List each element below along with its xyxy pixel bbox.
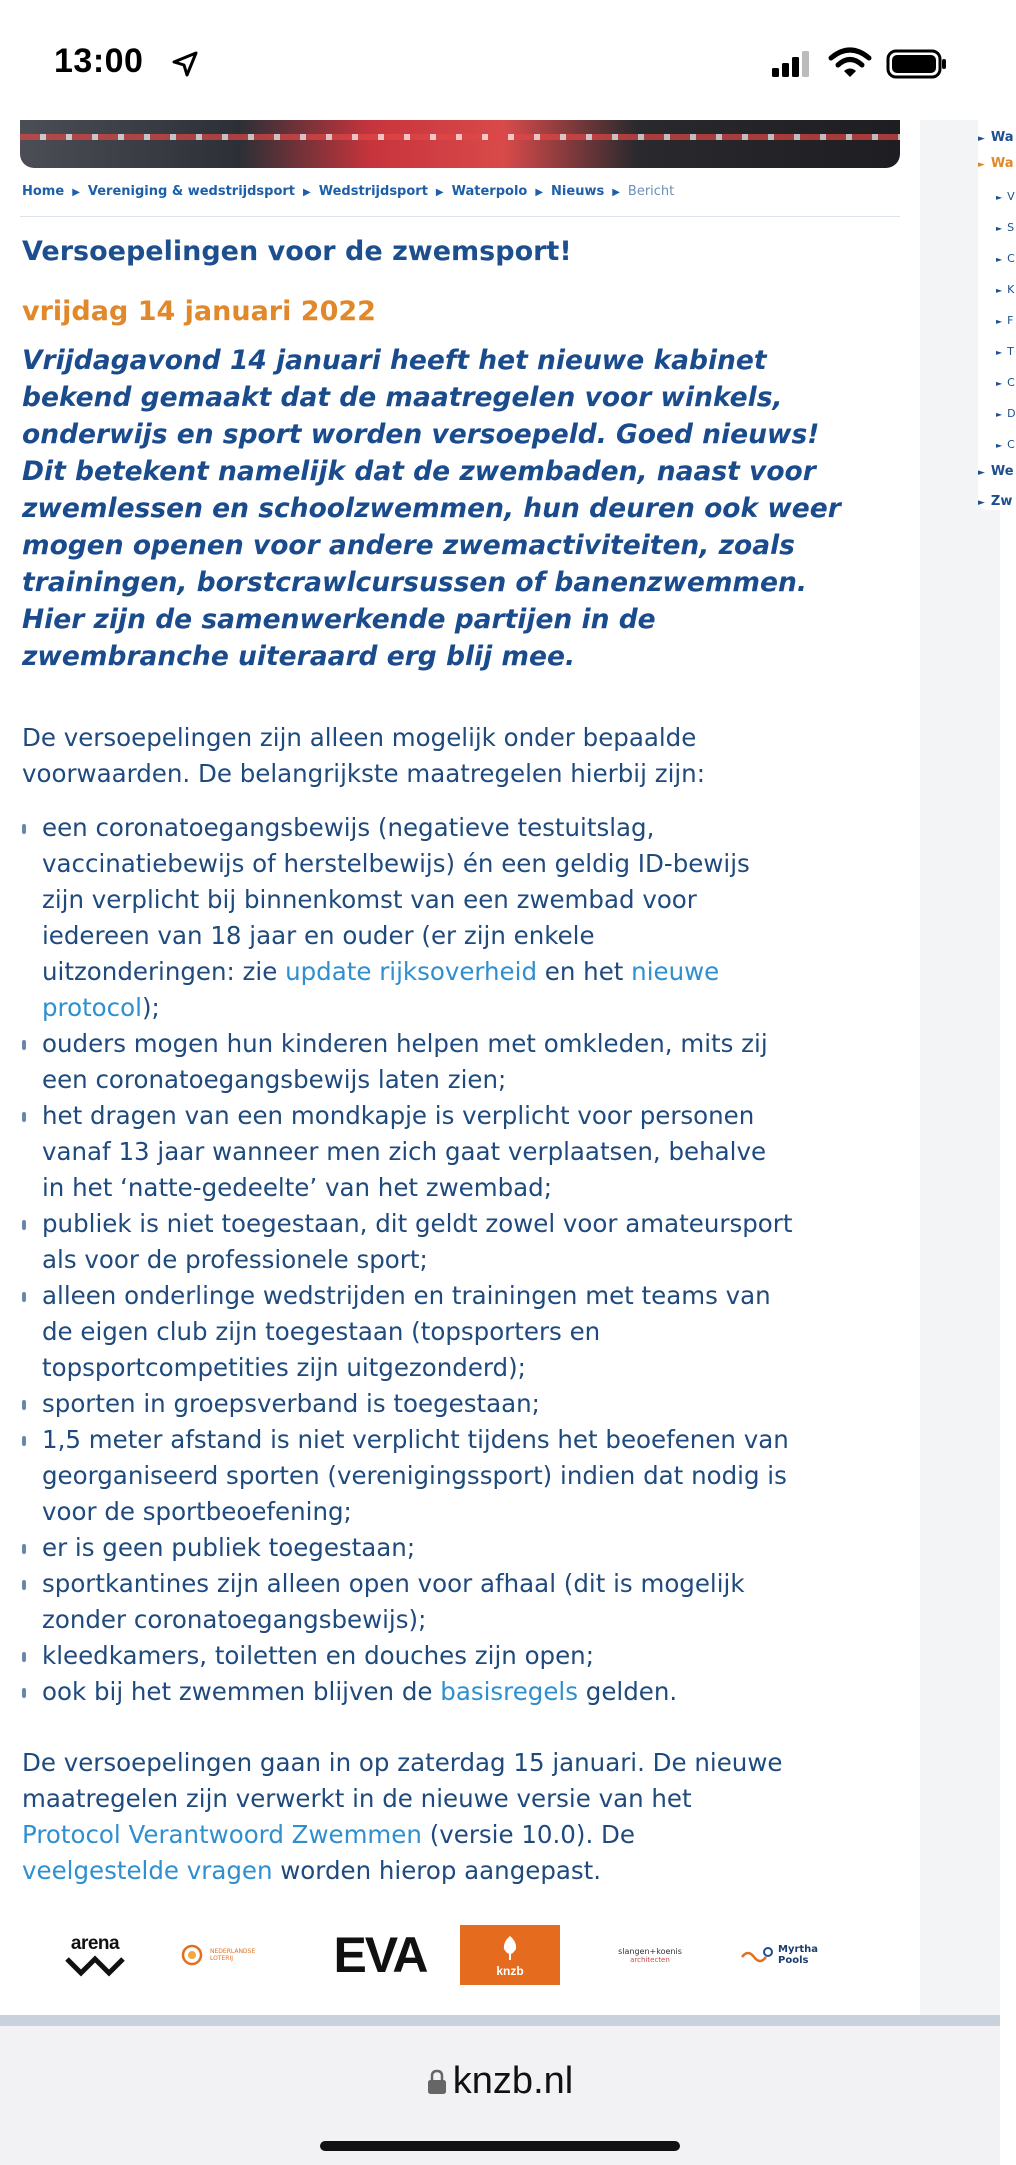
article-lead	[22, 342, 902, 675]
lead-line: zwemlessen en schoolzwemmen, hun deuren ook weer	[22, 493, 841, 524]
lead-line: zwembranche uiteraard erg blij mee.	[22, 641, 576, 672]
list-item: een coronatoegangsbewijs (negatieve testuitslag, vaccinatiebewijs of herstelbewijs) én een geldig ID-bewijs zijn verplicht bij binnenkomst van een zwembad voor iedereen van 18 jaar en ouder (er zijn enkele uitzonderingen: zie update rijksoverheid en het nieuwe protocol);	[22, 810, 912, 1026]
breadcrumb-separator-icon: ▶	[612, 187, 620, 198]
nieuwe-protocol-link[interactable]: nieuwe	[631, 957, 720, 986]
sidebar-item[interactable]: ► Wa	[978, 130, 1014, 145]
veelgestelde-vragen-link[interactable]: veelgestelde vragen	[22, 1856, 273, 1885]
knzb-logo[interactable]: knzb	[460, 1925, 560, 1985]
article-date: vrijdag 14 januari 2022	[22, 296, 376, 327]
sidebar-subitem[interactable]: ► C	[996, 252, 1015, 265]
battery-icon	[886, 48, 948, 80]
breadcrumb-separator-icon: ▶	[72, 187, 80, 198]
sidebar-nav	[978, 120, 1016, 510]
list-item: ouders mogen hun kinderen helpen met omkleden, mits zij een coronatoegangsbewijs laten zien;	[22, 1026, 912, 1098]
sidebar-item[interactable]: ► We	[978, 464, 1014, 479]
home-indicator[interactable]	[320, 2141, 680, 2151]
sidebar-subitem[interactable]: ► T	[996, 345, 1014, 358]
myrtha-pools-logo[interactable]: Myrtha Pools	[740, 1920, 850, 1990]
article-intro	[22, 720, 902, 792]
lock-icon	[427, 2069, 447, 2095]
list-item: er is geen publiek toegestaan;	[22, 1530, 912, 1566]
list-item: publiek is niet toegestaan, dit geldt zowel voor amateursport als voor de professionele sport;	[22, 1206, 912, 1278]
content-card	[0, 120, 920, 2025]
sidebar-subitem[interactable]: ► C	[996, 438, 1015, 451]
sidebar-subitem[interactable]: ► D	[996, 407, 1016, 420]
protocol-verantwoord-zwemmen-link[interactable]: Protocol Verantwoord Zwemmen	[22, 1820, 422, 1849]
breadcrumb-separator-icon: ▶	[535, 187, 544, 198]
sidebar-item[interactable]: ► Zw	[978, 494, 1013, 509]
wifi-icon	[828, 46, 872, 80]
breadcrumb	[22, 184, 674, 199]
lead-line: trainingen, borstcrawlcursussen of banenzwemmen.	[22, 567, 807, 598]
intro-line: voorwaarden. De belangrijkste maatregelen hierbij zijn:	[22, 759, 705, 788]
breadcrumb-home[interactable]: Home	[22, 184, 65, 199]
loterij-sun-icon	[180, 1943, 204, 1967]
knzb-tulip-icon	[495, 1932, 525, 1962]
breadcrumb-current: Bericht	[627, 184, 675, 199]
breadcrumb-waterpolo[interactable]: Waterpolo	[451, 184, 528, 199]
breadcrumb-separator-icon: ▶	[435, 187, 444, 198]
list-item: sportkantines zijn alleen open voor afhaal (dit is mogelijk zonder coronatoegangsbewijs);	[22, 1566, 912, 1638]
footer-strip	[0, 2015, 1000, 2025]
sidebar-subitem[interactable]: ► K	[996, 283, 1015, 296]
divider	[20, 216, 900, 217]
loterij-logo[interactable]: NEDERLANDSE LOTERIJ	[180, 1920, 280, 1990]
arena-diamond-icon	[65, 1955, 125, 1977]
article-closing: De versoepelingen gaan in op zaterdag 15 januari. De nieuwe maatregelen zijn verwerkt in de nieuwe versie van het Protocol Verantwoord Zwemmen (versie 10.0). De veelgestelde vragen worden hierop aangepast.	[22, 1748, 783, 1885]
article-title: Versoepelingen voor de zwemsport!	[22, 236, 572, 267]
status-time: 13:00	[54, 42, 144, 80]
list-item: sporten in groepsverband is toegestaan;	[22, 1386, 912, 1422]
cellular-signal-icon	[770, 48, 812, 78]
browser-address-bar[interactable]	[0, 2025, 1000, 2165]
breadcrumb-vereniging[interactable]: Vereniging & wedstrijdsport	[87, 184, 296, 199]
sidebar-subitem[interactable]: ► F	[996, 314, 1014, 327]
breadcrumb-separator-icon: ▶	[303, 187, 311, 198]
intro-line: De versoepelingen zijn alleen mogelijk onder bepaalde	[22, 723, 697, 752]
arena-logo[interactable]: arena	[50, 1920, 140, 1990]
list-item: kleedkamers, toiletten en douches zijn open;	[22, 1638, 912, 1674]
slangen-koenis-logo[interactable]: slangen+koenis architecten	[618, 1946, 682, 1964]
lead-line: onderwijs en sport worden versoepeld. Goed nieuws!	[22, 419, 820, 450]
list-item: het dragen van een mondkapje is verplicht voor personen vanaf 13 jaar wanneer men zich gaat verplaatsen, behalve in het ‘natte-gedeelte’ van het zwembad;	[22, 1098, 912, 1206]
breadcrumb-nieuws[interactable]: Nieuws	[551, 184, 605, 199]
lead-line: Vrijdagavond 14 januari heeft het nieuwe kabinet	[22, 345, 767, 376]
list-item: 1,5 meter afstand is niet verplicht tijdens het beoefenen van georganiseerd sporten (verenigingssport) indien dat nodig is voor de sportbeoefening;	[22, 1422, 912, 1530]
sponsor-logos	[40, 1920, 900, 1990]
list-item: alleen onderlinge wedstrijden en trainingen met teams van de eigen club zijn toegestaan (topsporters en topsportcompetities zijn uitgezonderd);	[22, 1278, 912, 1386]
hero-image	[20, 120, 900, 168]
update-rijksoverheid-link[interactable]: update rijksoverheid	[285, 957, 537, 986]
lead-line: Dit betekent namelijk dat de zwembaden, naast voor	[22, 456, 816, 487]
sidebar-item-active[interactable]: ► Wa	[978, 156, 1014, 171]
sidebar-subitem[interactable]: ► V	[996, 190, 1015, 203]
url-domain: knzb.nl	[452, 2060, 574, 2102]
url-display[interactable]	[0, 2060, 1000, 2103]
list-item: ook bij het zwemmen blijven de basisregels gelden.	[22, 1674, 912, 1710]
status-bar	[0, 0, 1000, 120]
myrtha-wave-icon	[740, 1943, 774, 1967]
breadcrumb-wedstrijdsport[interactable]: Wedstrijdsport	[318, 184, 428, 199]
lead-line: Hier zijn de samenwerkende partijen in de	[22, 604, 656, 635]
lead-line: bekend gemaakt dat de maatregelen voor winkels,	[22, 382, 783, 413]
sidebar-subitem[interactable]: ► C	[996, 376, 1015, 389]
sidebar-subitem[interactable]: ► S	[996, 221, 1015, 234]
location-arrow-icon	[170, 49, 200, 79]
web-page	[0, 120, 1016, 2025]
measures-list	[22, 810, 912, 1710]
basisregels-link[interactable]: basisregels	[440, 1677, 578, 1706]
lead-line: mogen openen voor andere zwemactiviteiten, zoals	[22, 530, 795, 561]
eva-logo[interactable]: EVA	[333, 1927, 427, 1983]
nieuwe-protocol-link[interactable]: protocol	[42, 993, 142, 1022]
